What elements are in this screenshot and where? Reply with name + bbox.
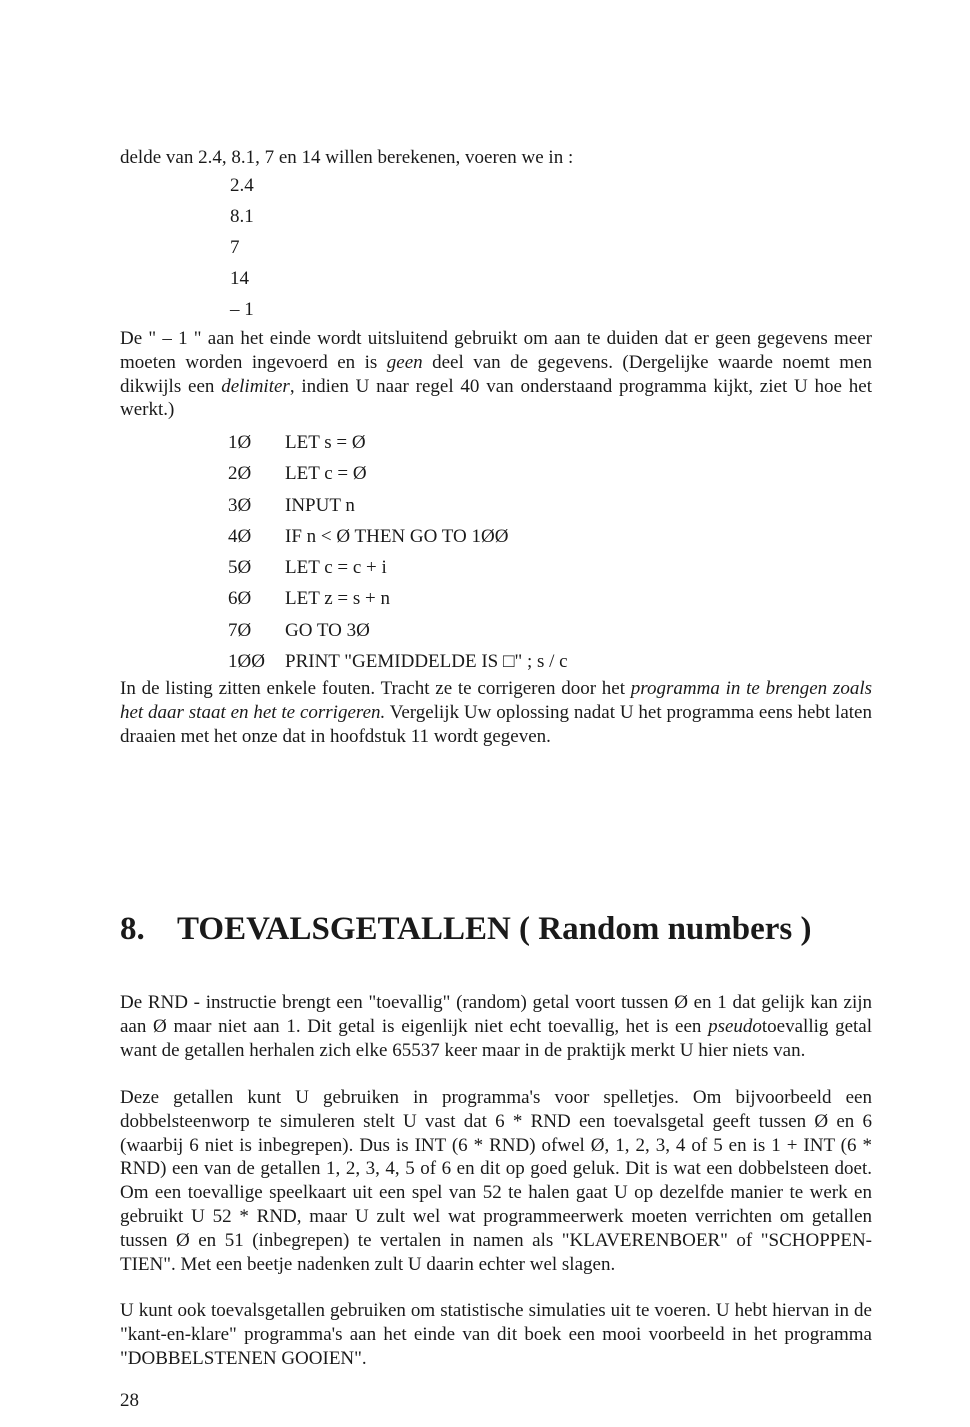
line-number: 5Ø xyxy=(228,557,252,579)
intro-line: delde van 2.4, 8.1, 7 en 14 willen berekenen, voeren we in : xyxy=(120,147,574,168)
input-value: 8.1 xyxy=(230,206,254,227)
emphasis: delimiter xyxy=(221,375,290,397)
line-number: 4Ø xyxy=(228,525,252,547)
code-statement: PRINT "GEMIDDELDE IS □" ; s / c xyxy=(285,651,568,673)
line-number: 7Ø xyxy=(228,619,252,641)
text-run: Vergelijk Uw oplossing nadat U het programma eens hebt laten draaien met het onze dat in hoofdstuk 11 wordt gegeven. xyxy=(120,701,872,747)
code-line xyxy=(228,615,568,646)
code-line xyxy=(228,427,568,458)
text-run: deel van de gegevens. (Dergelijke waarde noemt men dikwijls een xyxy=(120,351,872,397)
delimiter-paragraph xyxy=(120,327,872,422)
line-number: 1Ø xyxy=(228,432,252,453)
code-statement: LET s = Ø xyxy=(285,432,366,453)
emphasis: programma in te brengen zoals het daar staat en het te corrigeren. xyxy=(120,678,873,723)
code-line xyxy=(228,583,568,614)
line-number: 1ØØ xyxy=(228,651,265,673)
line-number: 3Ø xyxy=(228,494,252,516)
chapter-heading xyxy=(120,906,812,952)
emphasis: geen xyxy=(386,351,423,373)
code-statement: INPUT n xyxy=(285,494,355,516)
code-statement: LET z = s + n xyxy=(285,588,390,610)
code-line xyxy=(228,490,568,521)
chapter-title: TOEVALSGETALLEN ( Random numbers ) xyxy=(177,911,812,947)
chapter-number: 8. xyxy=(120,911,145,947)
input-value: 14 xyxy=(230,268,249,289)
code-statement: IF n < Ø THEN GO TO 1ØØ xyxy=(285,525,509,547)
code-line xyxy=(228,521,568,552)
text-run: In de listing zitten enkele fouten. Tracht ze te corrigeren door het xyxy=(120,678,631,699)
input-value: 2.4 xyxy=(230,175,254,196)
line-number: 6Ø xyxy=(228,588,252,610)
text-run: De RND - instructie brengt een "toevallig" (random) getal voort tussen Ø en 1 dat gelijk kan zijn aan Ø maar niet aan 1. Dit getal is eigenlijk niet echt toevallig, het is een xyxy=(120,992,872,1037)
code-line xyxy=(228,646,568,677)
input-values-list xyxy=(230,170,254,325)
code-statement: GO TO 3Ø xyxy=(285,619,370,641)
line-number: 2Ø xyxy=(228,463,252,485)
text-run: toevallig getal want de getallen herhalen zich elke 65537 keer maar in de praktijk merkt U hier niets van. xyxy=(120,1015,872,1061)
emphasis: pseudo xyxy=(708,1015,762,1037)
input-value: 7 xyxy=(230,237,240,258)
listing-paragraph xyxy=(120,677,872,748)
games-paragraph: Deze getallen kunt U gebruiken in programma's voor spelletjes. Om bijvoorbeeld een dobbelsteenworp te simuleren stelt U vast dat 6 * RND een toevalsgetal geeft tussen Ø en 6 (waarbij 6 niet is inbegrepen). Dus is INT (6 * RND) ofwel Ø, 1, 2, 3, 4 of 5 en is 1 + INT (6 * RND) een van de getallen 1, 2, 3, 4, 5 of 6 en dit op goed geluk. Dit is wat een dobbelsteen doet. Om een toevallige speelkaart uit een spel van 52 te halen gaat U op dezelfde manier te werk en gebruikt U 52 * RND, maar U zult wel wat programmeerwerk moeten verrichten om getallen tussen Ø en 51 (inbegrepen) te vertalen in namen als "KLAVERENBOER" of "SCHOPPEN-TIEN". Met een beetje nadenken zult U daarin echter wel slagen. xyxy=(120,1087,872,1275)
text-run: De " – 1 " aan het einde wordt uitsluitend gebruikt om aan te duiden dat er geen gegevens meer moeten worden ingevoerd en is xyxy=(120,328,872,373)
page-number: 28 xyxy=(120,1390,139,1411)
statistics-paragraph: U kunt ook toevalsgetallen gebruiken om statistische simulaties uit te voeren. U hebt hiervan in de "kant-en-klare" programma's aan het einde van dit boek een mooi voorbeeld in het programma "DOBBELSTENEN GOOIEN". xyxy=(120,1300,872,1369)
code-statement: LET c = Ø xyxy=(285,463,367,485)
code-statement: LET c = c + i xyxy=(285,557,387,579)
code-line xyxy=(228,458,568,489)
program-listing xyxy=(228,427,568,677)
code-line xyxy=(228,552,568,583)
text-run: , indien U naar regel 40 van onderstaand programma kijkt, ziet U hoe het werkt.) xyxy=(120,375,872,421)
input-value: – 1 xyxy=(230,299,254,320)
rnd-paragraph xyxy=(120,991,872,1062)
